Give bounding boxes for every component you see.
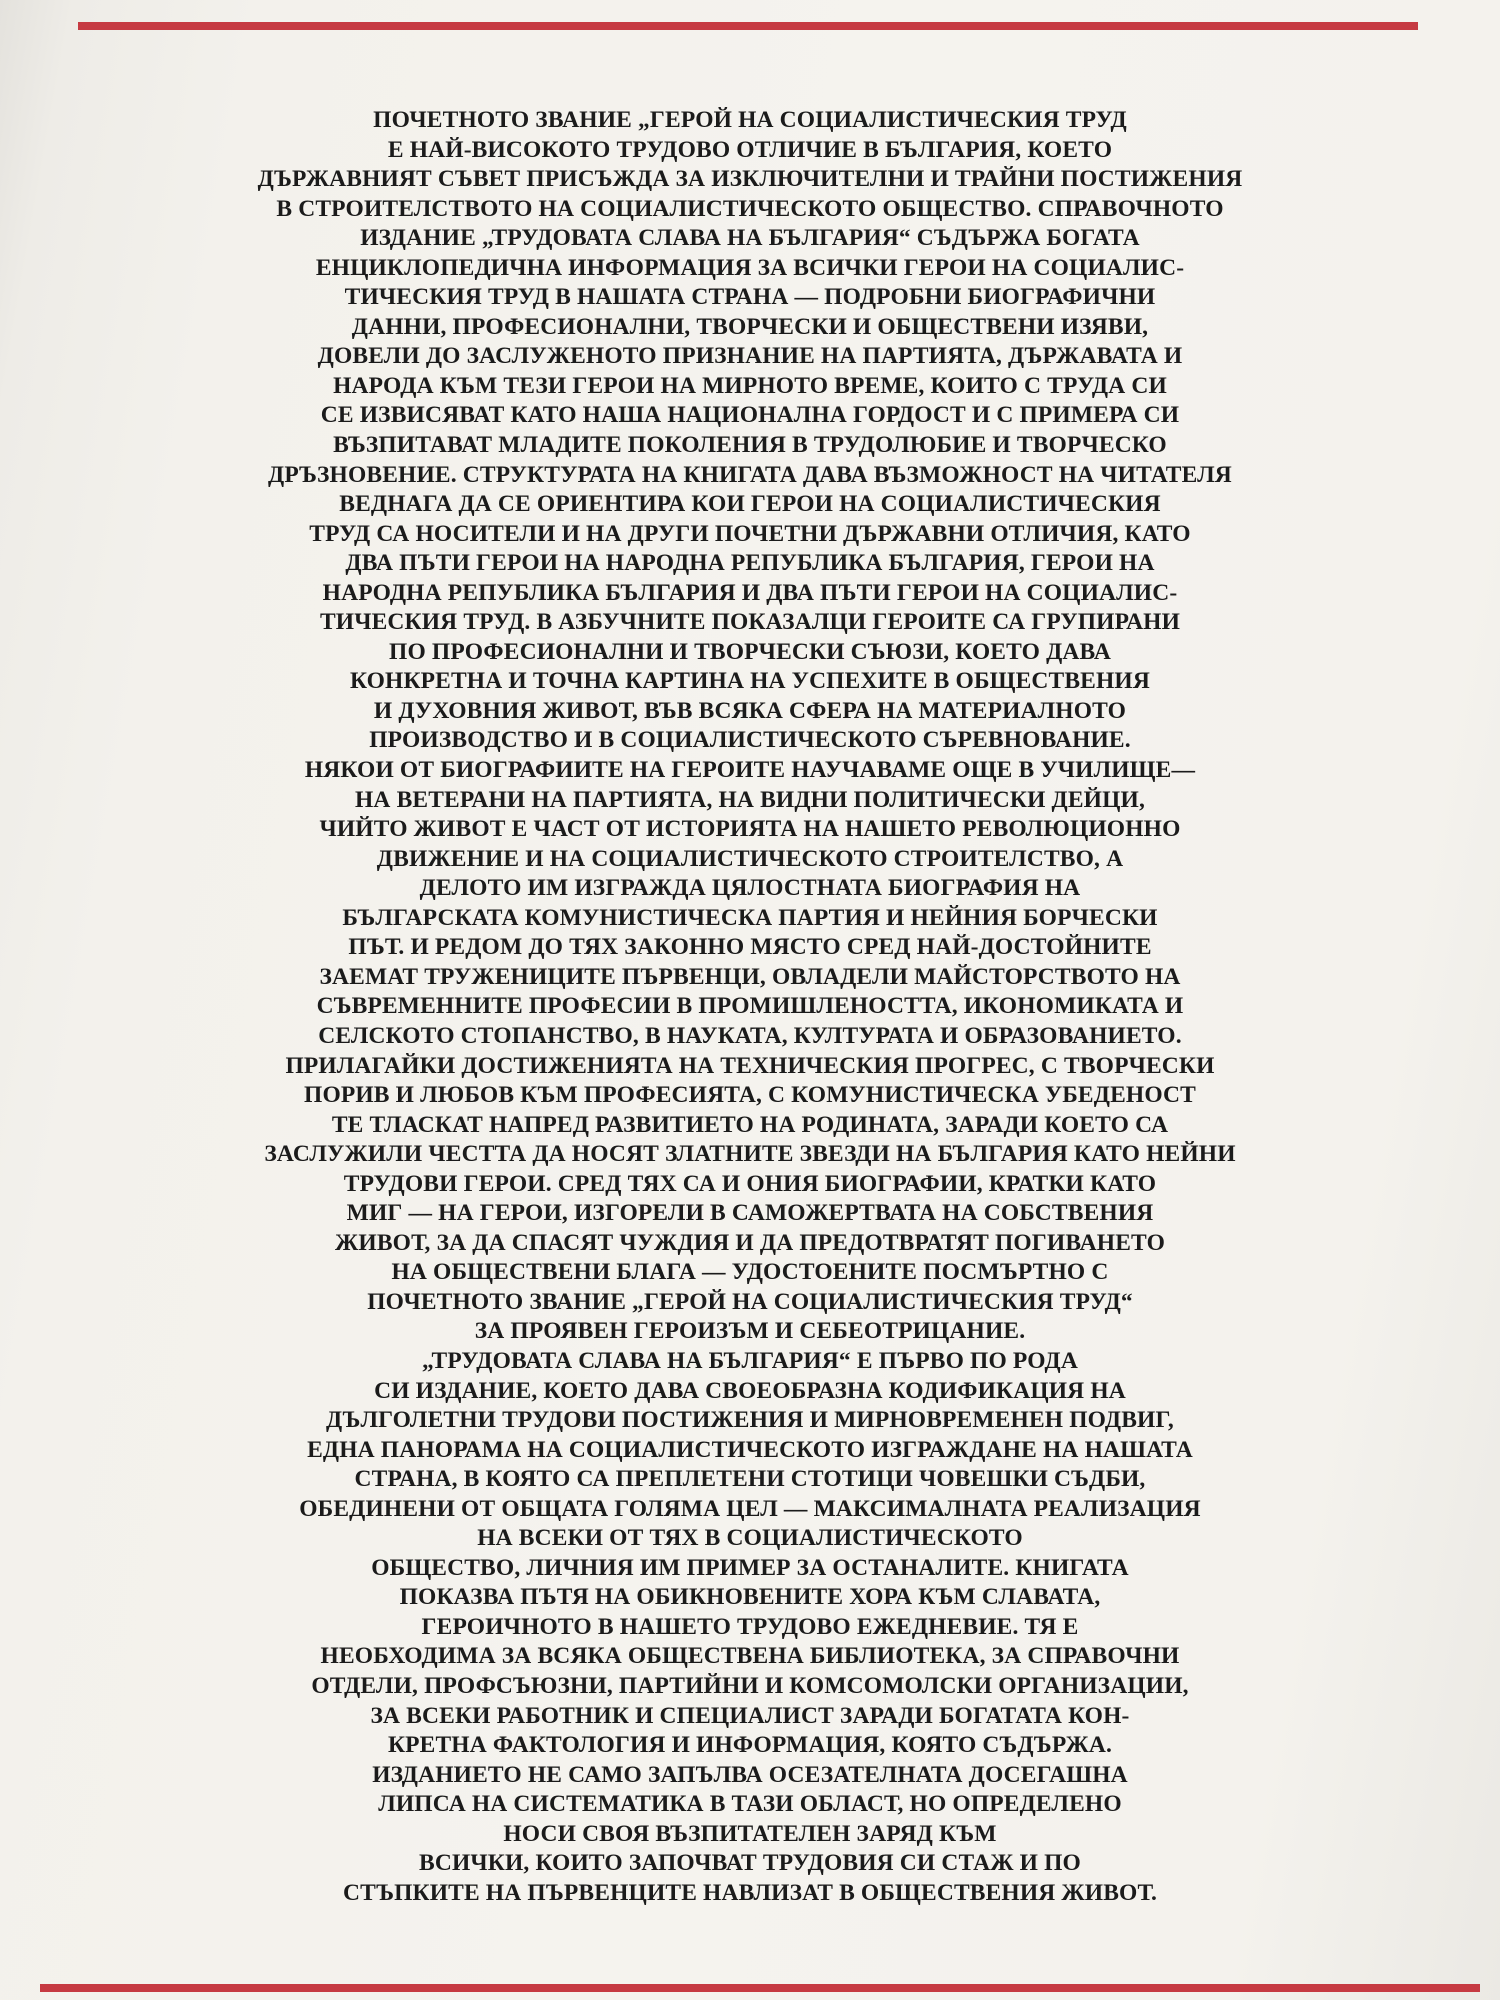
text-line: КОНКРЕТНА И ТОЧНА КАРТИНА НА УСПЕХИТЕ В ОБЩЕСТВЕНИЯ <box>350 668 1150 695</box>
text-line: ИЗДАНИЕ „ТРУДОВАТА СЛАВА НА БЪЛГАРИЯ“ СЪДЪРЖА БОГАТА <box>360 225 1140 252</box>
text-line: ДРЪЗНОВЕНИЕ. СТРУКТУРАТА НА КНИГАТА ДАВА ВЪЗМОЖНОСТ НА ЧИТАТЕЛЯ <box>268 461 1232 488</box>
text-line: ПЪТ. И РЕДОМ ДО ТЯХ ЗАКОННО МЯСТО СРЕД НАЙ-ДОСТОЙНИТЕ <box>348 934 1152 961</box>
text-line: ЧИЙТО ЖИВОТ Е ЧАСТ ОТ ИСТОРИЯТА НА НАШЕТО РЕВОЛЮЦИОННО <box>319 816 1181 843</box>
text-line: ДЕЛОТО ИМ ИЗГРАЖДА ЦЯЛОСТНАТА БИОГРАФИЯ НА <box>419 875 1081 902</box>
text-line: НЯКОИ ОТ БИОГРАФИИТЕ НА ГЕРОИТЕ НАУЧАВАМЕ ОЩЕ В УЧИЛИЩЕ— <box>304 757 1196 784</box>
text-line: НАРОДА КЪМ ТЕЗИ ГЕРОИ НА МИРНОТО ВРЕМЕ, КОИТО С ТРУДА СИ <box>333 372 1167 399</box>
text-line: ВСИЧКИ, КОИТО ЗАПОЧВАТ ТРУДОВИЯ СИ СТАЖ И ПО <box>419 1850 1081 1877</box>
text-line: И ДУХОВНИЯ ЖИВОТ, ВЪВ ВСЯКА СФЕРА НА МАТЕРИАЛНОТО <box>373 697 1127 724</box>
text-line: ВЪЗПИТАВАТ МЛАДИТЕ ПОКОЛЕНИЯ В ТРУДОЛЮБИЕ И ТВОРЧЕСКО <box>333 432 1167 459</box>
text-line: Е НАЙ-ВИСОКОТО ТРУДОВО ОТЛИЧИЕ В БЪЛГАРИЯ, КОЕТО <box>387 136 1113 163</box>
text-line: ТИЧЕСКИЯ ТРУД. В АЗБУЧНИТЕ ПОКАЗАЛЦИ ГЕРОИТЕ СА ГРУПИРАНИ <box>319 609 1181 636</box>
text-line: ДЪРЖАВНИЯТ СЪВЕТ ПРИСЪЖДА ЗА ИЗКЛЮЧИТЕЛНИ И ТРАЙНИ ПОСТИЖЕНИЯ <box>257 166 1243 193</box>
text-line: МИГ — НА ГЕРОИ, ИЗГОРЕЛИ В САМОЖЕРТВАТА НА СОБСТВЕНИЯ <box>346 1200 1154 1227</box>
text-line: НАРОДНА РЕПУБЛИКА БЪЛГАРИЯ И ДВА ПЪТИ ГЕРОИ НА СОЦИАЛИС- <box>322 579 1178 606</box>
text-line: ГЕРОИЧНОТО В НАШЕТО ТРУДОВО ЕЖЕДНЕВИЕ. ТЯ Е <box>421 1613 1079 1640</box>
text-line: ПОЧЕТНОТО ЗВАНИЕ „ГЕРОЙ НА СОЦИАЛИСТИЧЕСКИЯ ТРУД <box>373 107 1127 133</box>
text-line: ЗАЕМАТ ТРУЖЕНИЦИТЕ ПЪРВЕНЦИ, ОВЛАДЕЛИ МАЙСТОРСТВОТО НА <box>319 963 1181 990</box>
text-line: ПРОИЗВОДСТВО И В СОЦИАЛИСТИЧЕСКОТО СЪРЕВНОВАНИЕ. <box>369 727 1131 754</box>
text-line: СЕ ИЗВИСЯВАТ КАТО НАША НАЦИОНАЛНА ГОРДОСТ И С ПРИМЕРА СИ <box>320 402 1180 429</box>
text-line: НА ВЕТЕРАНИ НА ПАРТИЯТА, НА ВИДНИ ПОЛИТИЧЕСКИ ДЕЙЦИ, <box>355 786 1145 813</box>
text-line: БЪЛГАРСКАТА КОМУНИСТИЧЕСКА ПАРТИЯ И НЕЙНИЯ БОРЧЕСКИ <box>342 904 1158 931</box>
text-line: ДАННИ, ПРОФЕСИОНАЛНИ, ТВОРЧЕСКИ И ОБЩЕСТВЕНИ ИЗЯВИ, <box>351 313 1149 340</box>
text-line: ОТДЕЛИ, ПРОФСЪЮЗНИ, ПАРТИЙНИ И КОМСОМОЛСКИ ОРГАНИЗАЦИИ, <box>311 1672 1189 1699</box>
text-line: ЗАСЛУЖИЛИ ЧЕСТТА ДА НОСЯТ ЗЛАТНИТЕ ЗВЕЗДИ НА БЪЛГАРИЯ КАТО НЕЙНИ <box>264 1141 1236 1168</box>
text-line: ЕДНА ПАНОРАМА НА СОЦИАЛИСТИЧЕСКОТО ИЗГРАЖДАНЕ НА НАШАТА <box>307 1436 1193 1463</box>
text-line: СТЪПКИТЕ НА ПЪРВЕНЦИТЕ НАВЛИЗАТ В ОБЩЕСТВЕНИЯ ЖИВОТ. <box>343 1879 1157 1906</box>
text-line: ТИЧЕСКИЯ ТРУД В НАШАТА СТРАНА — ПОДРОБНИ БИОГРАФИЧНИ <box>344 284 1156 311</box>
text-line: ОБЩЕСТВО, ЛИЧНИЯ ИМ ПРИМЕР ЗА ОСТАНАЛИТЕ. КНИГАТА <box>371 1554 1129 1581</box>
text-line: ПОЧЕТНОТО ЗВАНИЕ „ГЕРОЙ НА СОЦИАЛИСТИЧЕСКИЯ ТРУД“ <box>367 1288 1133 1315</box>
text-line: ЛИПСА НА СИСТЕМАТИКА В ТАЗИ ОБЛАСТ, НО ОПРЕДЕЛЕНО <box>378 1791 1122 1818</box>
cover-text-block <box>150 106 1350 1908</box>
text-line: В СТРОИТЕЛСТВОТО НА СОЦИАЛИСТИЧЕСКОТО ОБЩЕСТВО. СПРАВОЧНОТО <box>276 195 1224 222</box>
text-line: ЕНЦИКЛОПЕДИЧНА ИНФОРМАЦИЯ ЗА ВСИЧКИ ГЕРОИ НА СОЦИАЛИС- <box>315 254 1185 281</box>
text-line: ЖИВОТ, ЗА ДА СПАСЯТ ЧУЖДИЯ И ДА ПРЕДОТВРАТЯТ ПОГИВАНЕТО <box>335 1229 1165 1256</box>
text-line: ДЪЛГОЛЕТНИ ТРУДОВИ ПОСТИЖЕНИЯ И МИРНОВРЕМЕНЕН ПОДВИГ, <box>326 1407 1174 1434</box>
text-line: СЪВРЕМЕННИТЕ ПРОФЕСИИ В ПРОМИШЛЕНОСТТА, ИКОНОМИКАТА И <box>316 993 1184 1020</box>
text-line: ОБЕДИНЕНИ ОТ ОБЩАТА ГОЛЯМА ЦЕЛ — МАКСИМАЛНАТА РЕАЛИЗАЦИЯ <box>299 1495 1201 1522</box>
text-line: ЗА ВСЕКИ РАБОТНИК И СПЕЦИАЛИСТ ЗАРАДИ БОГАТАТА КОН- <box>370 1702 1130 1729</box>
text-line: НА ВСЕКИ ОТ ТЯХ В СОЦИАЛИСТИЧЕСКОТО <box>477 1525 1023 1552</box>
text-line: ПОКАЗВА ПЪТЯ НА ОБИКНОВЕНИТЕ ХОРА КЪМ СЛАВАТА, <box>399 1584 1101 1611</box>
text-line: КРЕТНА ФАКТОЛОГИЯ И ИНФОРМАЦИЯ, КОЯТО СЪДЪРЖА. <box>387 1732 1113 1759</box>
text-line: ТРУД СА НОСИТЕЛИ И НА ДРУГИ ПОЧЕТНИ ДЪРЖАВНИ ОТЛИЧИЯ, КАТО <box>309 520 1191 547</box>
text-line: СТРАНА, В КОЯТО СА ПРЕПЛЕТЕНИ СТОТИЦИ ЧОВЕШКИ СЪДБИ, <box>354 1466 1146 1493</box>
text-line: ПРИЛАГАЙКИ ДОСТИЖЕНИЯТА НА ТЕХНИЧЕСКИЯ ПРОГРЕС, С ТВОРЧЕСКИ <box>285 1052 1215 1079</box>
text-line: „ТРУДОВАТА СЛАВА НА БЪЛГАРИЯ“ Е ПЪРВО ПО РОДА <box>421 1347 1078 1374</box>
top-red-rule <box>78 22 1418 30</box>
text-line: ДВА ПЪТИ ГЕРОИ НА НАРОДНА РЕПУБЛИКА БЪЛГАРИЯ, ГЕРОИ НА <box>345 550 1155 577</box>
text-line: НОСИ СВОЯ ВЪЗПИТАТЕЛЕН ЗАРЯД КЪМ <box>503 1820 997 1847</box>
text-line: ДОВЕЛИ ДО ЗАСЛУЖЕНОТО ПРИЗНАНИЕ НА ПАРТИЯТА, ДЪРЖАВАТА И <box>317 343 1183 370</box>
bottom-red-rule <box>40 1984 1480 1992</box>
text-line: НЕОБХОДИМА ЗА ВСЯКА ОБЩЕСТВЕНА БИБЛИОТЕКА, ЗА СПРАВОЧНИ <box>320 1643 1180 1670</box>
text-line: ИЗДАНИЕТО НЕ САМО ЗАПЪЛВА ОСЕЗАТЕЛНАТА ДОСЕГАШНА <box>372 1761 1128 1788</box>
text-line: НА ОБЩЕСТВЕНИ БЛАГА — УДОСТОЕНИТЕ ПОСМЪРТНО С <box>391 1259 1109 1286</box>
text-line: СЕЛСКОТО СТОПАНСТВО, В НАУКАТА, КУЛТУРАТА И ОБРАЗОВАНИЕТО. <box>318 1022 1182 1049</box>
text-line: ТЕ ТЛАСКАТ НАПРЕД РАЗВИТИЕТО НА РОДИНАТА, ЗАРАДИ КОЕТО СА <box>331 1111 1169 1138</box>
text-line: ДВИЖЕНИЕ И НА СОЦИАЛИСТИЧЕСКОТО СТРОИТЕЛСТВО, А <box>376 845 1124 872</box>
text-line: ТРУДОВИ ГЕРОИ. СРЕД ТЯХ СА И ОНИЯ БИОГРАФИИ, КРАТКИ КАТО <box>343 1170 1157 1197</box>
text-line: ВЕДНАГА ДА СЕ ОРИЕНТИРА КОИ ГЕРОИ НА СОЦИАЛИСТИЧЕСКИЯ <box>339 491 1161 518</box>
text-line: ЗА ПРОЯВЕН ГЕРОИЗЪМ И СЕБЕОТРИЦАНИЕ. <box>474 1318 1026 1345</box>
text-line: ПОРИВ И ЛЮБОВ КЪМ ПРОФЕСИЯТА, С КОМУНИСТИЧЕСКА УБЕДЕНОСТ <box>304 1082 1196 1109</box>
text-line: ПО ПРОФЕСИОНАЛНИ И ТВОРЧЕСКИ СЪЮЗИ, КОЕТО ДАВА <box>389 638 1111 665</box>
text-line: СИ ИЗДАНИЕ, КОЕТО ДАВА СВОЕОБРАЗНА КОДИФИКАЦИЯ НА <box>374 1377 1126 1404</box>
